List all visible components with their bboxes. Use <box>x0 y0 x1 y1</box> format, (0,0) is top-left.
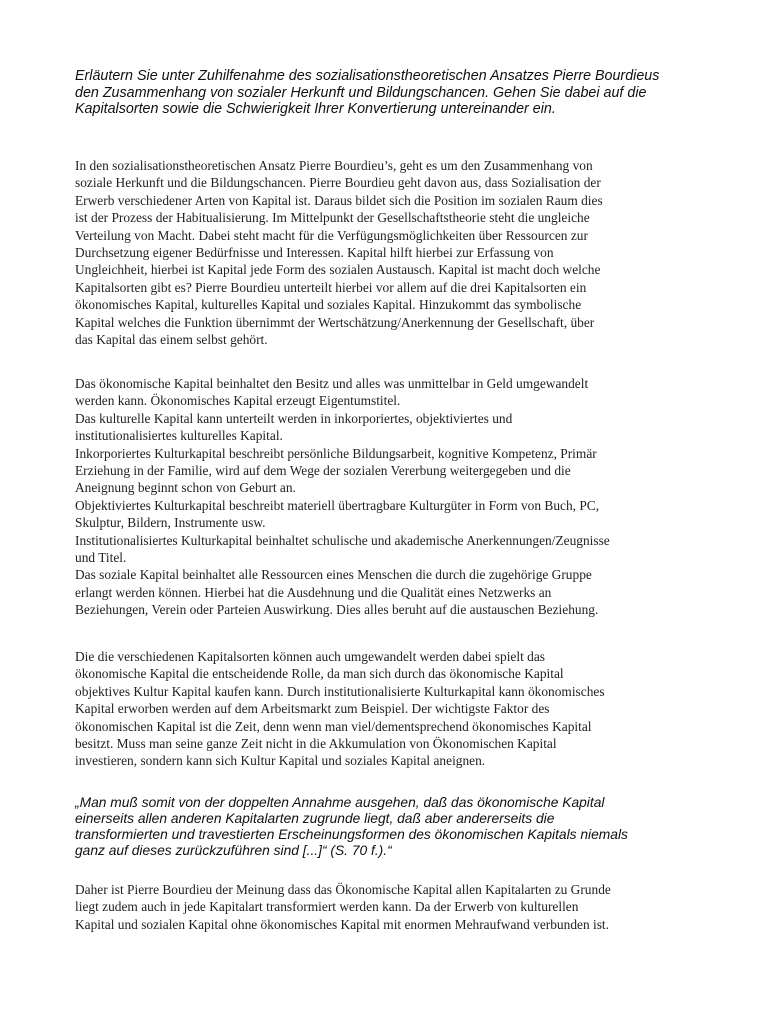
text-line: Aneignung beginnt schon von Geburt an. <box>75 480 296 496</box>
block-quote <box>75 795 700 859</box>
text-line: Objektiviertes Kulturkapital beschreibt materiell übertragbare Kulturgüter in Form von Buch, PC, <box>75 497 600 513</box>
text-line: erlangt werden können. Hierbei hat die Ausdehnung und die Qualität eines Netzwerks an <box>75 584 552 600</box>
text-line: Das soziale Kapital beinhaltet alle Ressourcen eines Menschen die durch die zugehörige Gruppe <box>75 567 592 583</box>
prompt-line: den Zusammenhang von sozialer Herkunft und Bildungschancen. Gehen Sie dabei auf die <box>75 84 647 101</box>
quote-line: transformierten und travestierten Erscheinungsformen des ökonomischen Kapitals niemals <box>75 827 628 842</box>
text-line: liegt zudem auch in jede Kapitalart transformiert werden kann. Da der Erwerb von kulturellen <box>75 899 579 915</box>
text-line: Das ökonomische Kapital beinhaltet den Besitz und alles was unmittelbar in Geld umgewandelt <box>75 376 589 391</box>
paragraph-introduction <box>75 157 700 348</box>
text-line: Kapital welches die Funktion übernimmt der Wertschätzung/Anerkennung der Gesellschaft, über <box>75 314 595 330</box>
text-line: und Titel. <box>75 550 127 566</box>
text-line: Verteilung von Macht. Dabei steht macht für die Verfügungsmöglichkeiten über Ressourcen zur <box>75 227 588 243</box>
text-line: In den sozialisationstheoretischen Ansatz Pierre Bourdieu’s, geht es um den Zusammenhang von <box>75 158 593 173</box>
paragraph-capital-types <box>75 375 700 619</box>
text-line: Kapital erworben werden auf dem Arbeitsmarkt zum Beispiel. Der wichtigste Faktor des <box>75 701 550 717</box>
text-line: Kapital und sozialen Kapital ohne ökonomisches Kapital mit enormen Mehraufwand verbunden ist. <box>75 916 609 932</box>
text-line: institutionalisiertes kulturelles Kapital. <box>75 428 283 444</box>
quote-line: ganz auf dieses zurückzuführen sind [...]“ (S. 70 f.).“ <box>75 843 392 858</box>
text-line: Beziehungen, Verein oder Parteien Auswirkung. Dies alles beruht auf die austauschen Beziehung. <box>75 602 599 618</box>
quote-line: „Man muß somit von der doppelten Annahme ausgehen, daß das ökonomische Kapital <box>75 795 605 810</box>
text-line: Erziehung in der Familie, wird auf dem Wege der sozialen Vererbung weitergegeben und die <box>75 463 571 479</box>
text-line: werden kann. Ökonomisches Kapital erzeugt Eigentumstitel. <box>75 393 401 409</box>
paragraph-conversion <box>75 648 700 770</box>
text-line: ökonomische Kapital die entscheidende Rolle, da man sich durch das ökonomische Kapital <box>75 666 564 682</box>
text-line: ökonomischen Kapital ist die Zeit, denn wenn man viel/dementsprechend ökonomisches Kapital <box>75 718 592 734</box>
text-line: investieren, sondern kann sich Kultur Kapital und soziales Kapital aneignen. <box>75 753 486 769</box>
text-line: Daher ist Pierre Bourdieu der Meinung dass das Ökonomische Kapital allen Kapitalarten zu Grunde <box>75 882 611 897</box>
assignment-prompt <box>75 68 700 118</box>
text-line: besitzt. Muss man seine ganze Zeit nicht in die Akkumulation von Ökonomischen Kapital <box>75 736 557 752</box>
text-line: Skulptur, Bildern, Instrumente usw. <box>75 515 266 531</box>
quote-line: einerseits allen anderen Kapitalarten zugrunde liegt, daß aber andererseits die <box>75 811 555 826</box>
text-line: Das kulturelle Kapital kann unterteilt werden in inkorporiertes, objektiviertes und <box>75 410 513 426</box>
text-line: Durchsetzung eigener Bedürfnisse und Interessen. Kapital hilft hierbei zur Erfassung von <box>75 245 554 261</box>
text-line: Inkorporiertes Kulturkapital beschreibt persönliche Bildungsarbeit, kognitive Kompetenz, Primär <box>75 445 597 461</box>
text-line: Kapitalsorten gibt es? Pierre Bourdieu unterteilt hierbei vor allem auf die drei Kapitalsorten ein <box>75 279 587 295</box>
text-line: soziale Herkunft und die Bildungschancen. Pierre Bourdieu geht davon aus, dass Sozialisation der <box>75 175 601 191</box>
text-line: objektives Kultur Kapital kaufen kann. Durch institutionalisierte Kulturkapital kann ökonomisches <box>75 683 605 699</box>
text-line: Die die verschiedenen Kapitalsorten können auch umgewandelt werden dabei spielt das <box>75 649 545 664</box>
text-line: das Kapital das einem selbst gehört. <box>75 332 268 348</box>
text-line: Erwerb verschiedener Arten von Kapital ist. Daraus bildet sich die Position im sozialen Raum dies <box>75 192 603 208</box>
text-line: ist der Prozess der Habitualisierung. Im Mittelpunkt der Gesellschaftstheorie steht die ungleiche <box>75 210 590 226</box>
paragraph-conclusion <box>75 881 700 933</box>
prompt-line: Erläutern Sie unter Zuhilfenahme des sozialisationstheoretischen Ansatzes Pierre Bourdieus <box>75 68 660 84</box>
text-line: Ungleichheit, hierbei ist Kapital jede Form des sozialen Austausch. Kapital ist macht doch welche <box>75 262 601 278</box>
text-line: Institutionalisiertes Kulturkapital beinhaltet schulische und akademische Anerkennungen/Zeugnisse <box>75 532 610 548</box>
prompt-line: Kapitalsorten sowie die Schwierigkeit Ihrer Konvertierung untereinander ein. <box>75 101 556 117</box>
text-line: ökonomisches Kapital, kulturelles Kapital und soziales Kapital. Hinzukommt das symbolische <box>75 297 582 313</box>
